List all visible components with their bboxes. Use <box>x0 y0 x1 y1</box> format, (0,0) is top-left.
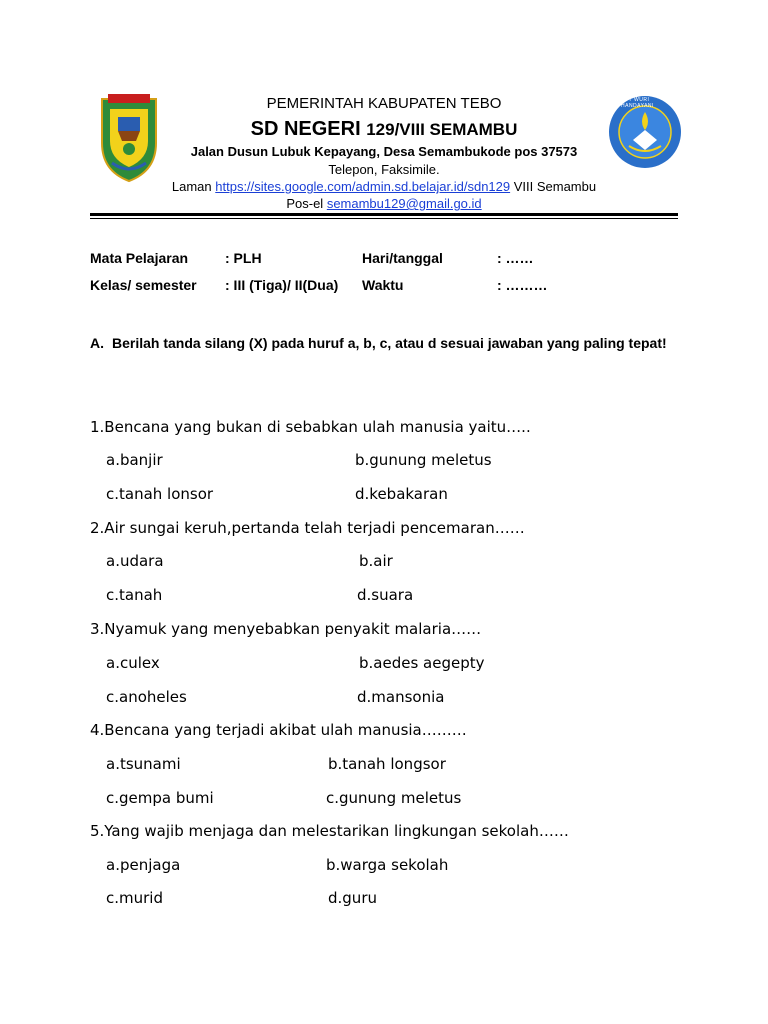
question-5-option-a: a.penjaga <box>106 856 181 874</box>
government-name: PEMERINTAH KABUPATEN TEBO <box>266 95 502 112</box>
question-5-option-d: d.guru <box>328 889 377 907</box>
day-label: Hari/tanggal <box>362 250 443 266</box>
question-3: 3.Nyamuk yang menyebabkan penyakit malaria…… <box>90 620 482 638</box>
question-4-option-b: b.tanah longsor <box>328 755 446 773</box>
class-value: : III (Tiga)/ II(Dua) <box>225 277 339 293</box>
subject-value: : PLH <box>225 250 262 266</box>
school-name <box>0 118 768 141</box>
question-4-option-a: a.tsunami <box>106 755 181 773</box>
question-4: 4.Bencana yang terjadi akibat ulah manusia……… <box>90 721 467 739</box>
instruction-number: A. <box>90 335 104 351</box>
day-value: : …… <box>497 250 534 266</box>
question-2-option-b: b.air <box>359 552 393 570</box>
subject-label: Mata Pelajaran <box>90 250 189 266</box>
website-prefix: Laman <box>171 179 216 194</box>
question-4-option-c: c.gempa bumi <box>106 789 214 807</box>
question-2-option-d: d.suara <box>357 586 414 604</box>
instruction <box>90 330 678 356</box>
question-3-option-c: c.anoheles <box>106 688 187 706</box>
question-1-option-d: d.kebakaran <box>355 485 448 503</box>
school-name-suffix: 129/VIII SEMAMBU <box>366 120 518 139</box>
school-website <box>0 179 768 194</box>
time-value: : ……… <box>497 277 548 293</box>
question-1-option-b: b.gunung meletus <box>355 451 492 469</box>
question-1-option-c: c.tanah lonsor <box>106 485 214 503</box>
school-email <box>0 196 768 211</box>
email-prefix: Pos-el <box>286 196 327 211</box>
question-1: 1.Bencana yang bukan di sebabkan ulah manusia yaitu….. <box>90 418 531 436</box>
question-4-option-d: c.gunung meletus <box>326 789 462 807</box>
question-3-option-d: d.mansonia <box>357 688 445 706</box>
website-link[interactable]: https://sites.google.com/admin.sd.belajar.id/sdn129 <box>215 179 511 194</box>
question-5-option-b: b.warga sekolah <box>326 856 449 874</box>
school-address: Jalan Dusun Lubuk Kepayang, Desa Semambukode pos 37573 <box>190 144 578 159</box>
question-2-option-c: c.tanah <box>106 586 163 604</box>
question-5: 5.Yang wajib menjaga dan melestarikan lingkungan sekolah…… <box>90 822 569 840</box>
question-1-option-a: a.banjir <box>106 451 163 469</box>
question-5-option-c: c.murid <box>106 889 163 907</box>
question-2: 2.Air sungai keruh,pertanda telah terjadi pencemaran…… <box>90 519 525 537</box>
instruction-text: Berilah tanda silang (X) pada huruf a, b, c, atau d sesuai jawaban yang paling tepat! <box>112 335 667 351</box>
website-suffix: VIII Semambu <box>510 179 597 194</box>
question-3-option-b: b.aedes aegepty <box>359 654 485 672</box>
time-label: Waktu <box>362 277 404 293</box>
email-link[interactable]: semambu129@gmail.go.id <box>326 196 482 211</box>
class-label: Kelas/ semester <box>90 277 197 293</box>
school-telephone: Telepon, Faksimile. <box>328 162 440 177</box>
question-2-option-a: a.udara <box>106 552 164 570</box>
header-divider-thin <box>90 218 678 219</box>
school-name-prefix: SD NEGERI <box>250 118 367 140</box>
question-3-option-a: a.culex <box>106 654 160 672</box>
logo-motto-text: TUT WURI HANDAYANI <box>621 97 654 109</box>
header-divider-thick <box>90 213 678 216</box>
